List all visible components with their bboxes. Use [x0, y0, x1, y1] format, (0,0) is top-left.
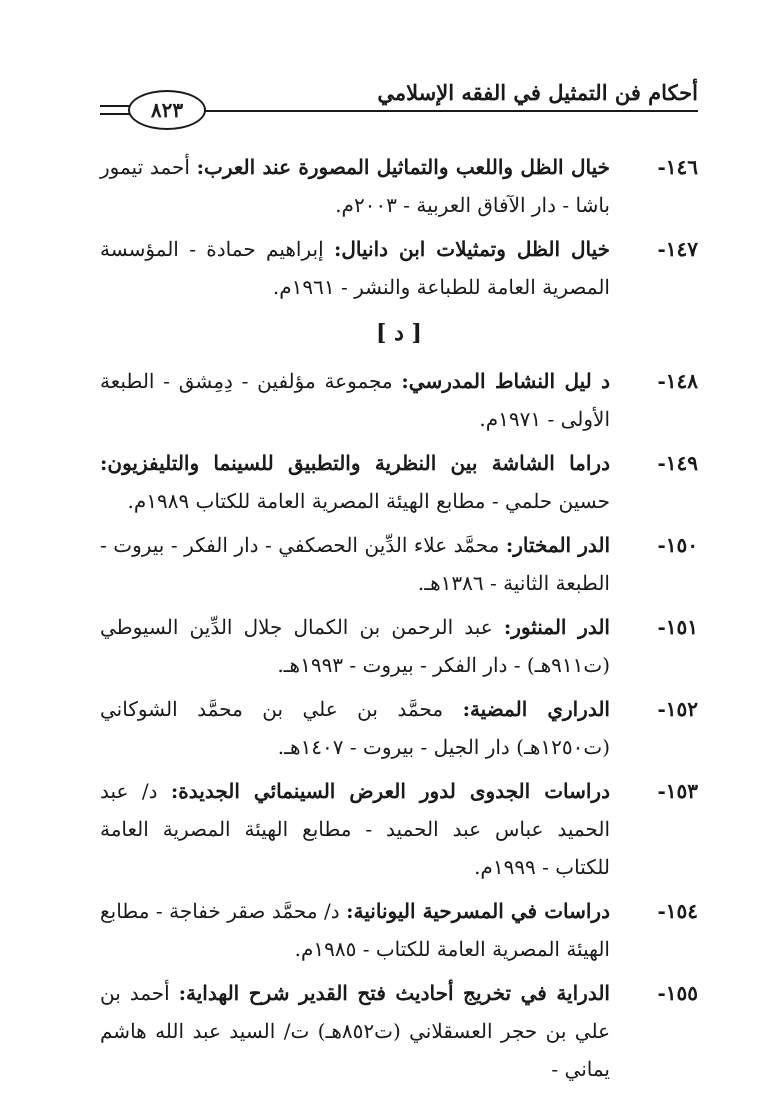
entry-title: الدراري المضية: — [462, 697, 610, 721]
page-number: ٨٢٣ — [150, 98, 184, 122]
entry-number: ١٤٧- — [657, 237, 698, 261]
entry-body: د/ محمَّد صقر خفاجة - مطابع الهيئة المصرية العامة للكتاب - ١٩٨٥م. — [100, 899, 610, 961]
entry-title: الدراية في تخريج أحاديث فتح القدير شرح الهداية: — [178, 981, 610, 1005]
bibliography-entry — [100, 230, 698, 306]
entry-title: الدر المنثور: — [503, 615, 610, 639]
bibliography-entry — [100, 974, 698, 1088]
bibliography-entry — [100, 148, 698, 224]
bibliography-entry — [100, 690, 698, 766]
entry-number: ١٤٩- — [657, 451, 698, 475]
entry-body: أحمد بن علي بن حجر العسقلاني (ت٨٥٢هـ) ت/ السيد عبد الله هاشم يماني - — [100, 981, 611, 1081]
bibliography-entry — [100, 444, 698, 520]
entry-title: خيال الظل واللعب والتماثيل المصورة عند العرب: — [196, 155, 610, 179]
header-double-rule — [100, 105, 130, 115]
running-title: أحكام فن التمثيل في الفقه الإسلامي — [377, 80, 698, 105]
entry-body: عبد الرحمن بن الكمال جلال الدِّين السيوطي (ت٩١١هـ) - دار الفكر - بيروت - ١٩٩٣هـ. — [100, 615, 610, 677]
page-header — [100, 60, 698, 120]
bibliography-entry — [100, 362, 698, 438]
entry-title: دراسات في المسرحية اليونانية: — [346, 899, 610, 923]
entry-body: د/ عبد الحميد عباس عبد الحميد - مطابع الهيئة المصرية العامة للكتاب - ١٩٩٩م. — [100, 779, 610, 879]
section-letter-heading: [ د ] — [376, 320, 422, 346]
entry-body: محمَّد علاء الدِّين الحصكفي - دار الفكر - بيروت - الطبعة الثانية - ١٣٨٦هـ. — [100, 533, 610, 595]
entry-body: حسين حلمي - مطابع الهيئة المصرية العامة للكتاب ١٩٨٩م. — [127, 489, 610, 513]
entry-title: الدر المختار: — [505, 533, 610, 557]
entry-number: ١٥٠- — [657, 533, 698, 557]
header-rule — [202, 110, 698, 112]
entry-title: دراسات الجدوى لدور العرض السينمائي الجديدة: — [170, 779, 610, 803]
entry-body: أحمد تيمور باشا - دار الآفاق العربية - ٢٠٠٣م. — [100, 155, 610, 217]
entry-title: خيال الظل وتمثيلات ابن دانيال: — [333, 237, 610, 261]
entry-body: إبراهيم حمادة - المؤسسة المصرية العامة للطباعة والنشر - ١٩٦١م. — [100, 237, 610, 299]
entry-body: محمَّد بن علي بن محمَّد الشوكاني (ت١٢٥٠هـ) دار الجيل - بيروت - ١٤٠٧هـ. — [100, 697, 610, 759]
page-number-oval — [128, 90, 206, 130]
bibliography-entry — [100, 526, 698, 602]
entry-number: ١٤٦- — [657, 155, 698, 179]
entry-number: ١٥٥- — [657, 981, 698, 1005]
entry-number: ١٥٢- — [657, 697, 698, 721]
entry-number: ١٥١- — [657, 615, 698, 639]
entry-title: دراما الشاشة بين النظرية والتطبيق للسينما والتليفزيون: — [100, 451, 610, 475]
entry-title: د ليل النشاط المدرسي: — [401, 369, 610, 393]
entry-number: ١٥٤- — [657, 899, 698, 923]
entry-number: ١٤٨- — [657, 369, 698, 393]
entry-number: ١٥٣- — [657, 779, 698, 803]
bibliography-entry — [100, 892, 698, 968]
entry-body: مجموعة مؤلفين - دِمِشق - الطبعة الأولى - ١٩٧١م. — [100, 369, 610, 431]
bibliography-entry — [100, 772, 698, 886]
bibliography-entry — [100, 608, 698, 684]
bibliography-list — [100, 148, 698, 1094]
